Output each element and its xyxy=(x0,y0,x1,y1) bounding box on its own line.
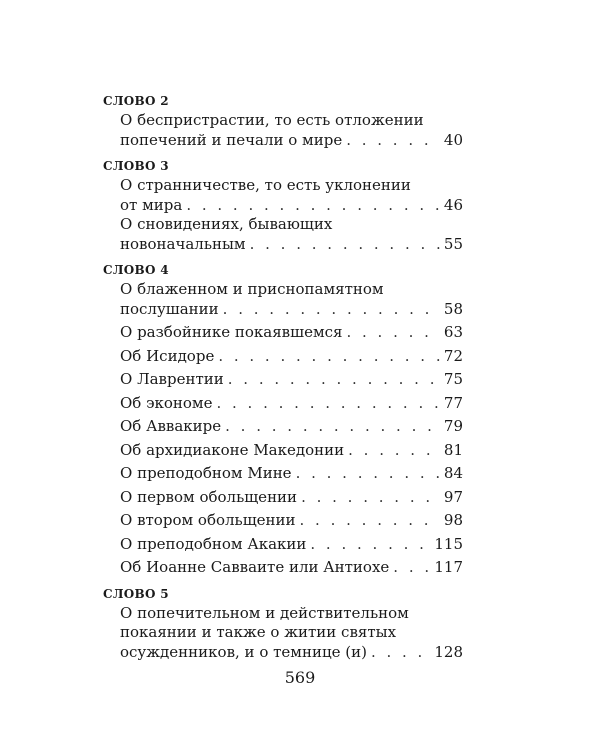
entry-title: от мира xyxy=(120,195,183,214)
dot-leader xyxy=(296,464,440,484)
entry-page-number: 128 xyxy=(434,642,463,661)
toc-entry[interactable] xyxy=(120,535,463,555)
entry-title: О преподобном Акакии xyxy=(120,534,307,553)
toc-entry[interactable] xyxy=(120,604,463,663)
entry-line: О беспристрастии, то есть отложении xyxy=(120,111,424,129)
toc-entry[interactable] xyxy=(120,370,463,390)
dot-leader xyxy=(225,417,440,437)
toc-entry[interactable] xyxy=(120,323,463,343)
entry-line: О блаженном и приснопамятном xyxy=(120,280,384,298)
toc-section xyxy=(103,586,463,663)
entry-page-number: 63 xyxy=(443,323,463,341)
entry-page-number: 75 xyxy=(443,370,463,388)
entry-title: Об архидиаконе Македонии xyxy=(120,440,345,459)
entry-page-number: 77 xyxy=(443,393,463,412)
entry-title: О первом обольщении xyxy=(120,487,298,506)
entry-page-number: 117 xyxy=(434,558,463,576)
dot-leader xyxy=(218,347,440,367)
dot-leader xyxy=(223,300,440,320)
entry-title: Об Иоанне Савваите или Антиохе xyxy=(120,558,390,576)
dot-leader xyxy=(216,394,439,414)
toc-section xyxy=(103,93,463,150)
dot-leader xyxy=(301,488,440,508)
entry-title: Об Исидоре xyxy=(120,346,215,365)
toc-entry[interactable] xyxy=(120,111,463,150)
toc-section xyxy=(103,158,463,254)
entry-line: О сновидениях, бывающих xyxy=(120,215,333,233)
toc-entry[interactable] xyxy=(120,347,463,367)
section-heading: СЛОВО 3 xyxy=(103,159,169,173)
entry-title: попечений и печали о мире xyxy=(120,130,343,149)
dot-leader xyxy=(393,558,430,578)
entry-page-number: 97 xyxy=(443,487,463,506)
entry-title: новоначальным xyxy=(120,234,246,253)
dot-leader xyxy=(346,131,440,151)
dot-leader xyxy=(228,370,440,390)
entry-page-number: 46 xyxy=(443,195,463,214)
toc-entry[interactable] xyxy=(120,280,463,319)
entry-title: послушании xyxy=(120,299,219,318)
entry-line: О попечительном и действительном xyxy=(120,603,409,622)
entry-page-number: 58 xyxy=(443,299,463,318)
entry-page-number: 40 xyxy=(443,130,463,149)
entry-line: покаянии и также о житии святых xyxy=(120,623,397,641)
entry-title: О Лаврентии xyxy=(120,370,224,388)
entry-page-number: 115 xyxy=(434,534,463,553)
section-heading: СЛОВО 4 xyxy=(103,263,169,277)
entry-page-number: 72 xyxy=(443,346,463,365)
entry-title: Об Аввакире xyxy=(120,417,222,435)
entry-title: О преподобном Мине xyxy=(120,464,292,482)
toc-entry[interactable] xyxy=(120,464,463,484)
toc-section xyxy=(103,262,463,578)
entry-page-number: 84 xyxy=(443,464,463,482)
dot-leader xyxy=(186,196,440,216)
toc-entry[interactable] xyxy=(120,558,463,578)
section-heading: СЛОВО 2 xyxy=(103,94,169,108)
toc-entry[interactable] xyxy=(120,215,463,254)
dot-leader xyxy=(371,643,430,663)
toc-entry[interactable] xyxy=(120,488,463,508)
entry-page-number: 55 xyxy=(443,234,463,253)
toc-entry[interactable] xyxy=(120,417,463,437)
section-heading: СЛОВО 5 xyxy=(103,586,169,601)
dot-leader xyxy=(300,511,440,531)
entry-page-number: 81 xyxy=(443,440,463,459)
entry-title: О разбойнике покаявшемся xyxy=(120,323,343,341)
entry-title: осужденников, и о темнице (и) xyxy=(120,642,367,661)
page-number: 569 xyxy=(284,668,316,687)
table-of-contents xyxy=(103,93,463,666)
entry-page-number: 79 xyxy=(443,417,463,435)
entry-title: О втором обольщении xyxy=(120,511,296,529)
entry-page-number: 98 xyxy=(443,511,463,529)
dot-leader xyxy=(348,441,440,461)
toc-entry[interactable] xyxy=(120,176,463,215)
dot-leader xyxy=(310,535,430,555)
toc-entry[interactable] xyxy=(120,441,463,461)
dot-leader xyxy=(346,323,439,343)
dot-leader xyxy=(250,235,440,255)
entry-title: Об экономе xyxy=(120,393,213,412)
toc-entry[interactable] xyxy=(120,511,463,531)
toc-entry[interactable] xyxy=(120,394,463,414)
entry-line: О странничестве, то есть уклонении xyxy=(120,176,411,194)
